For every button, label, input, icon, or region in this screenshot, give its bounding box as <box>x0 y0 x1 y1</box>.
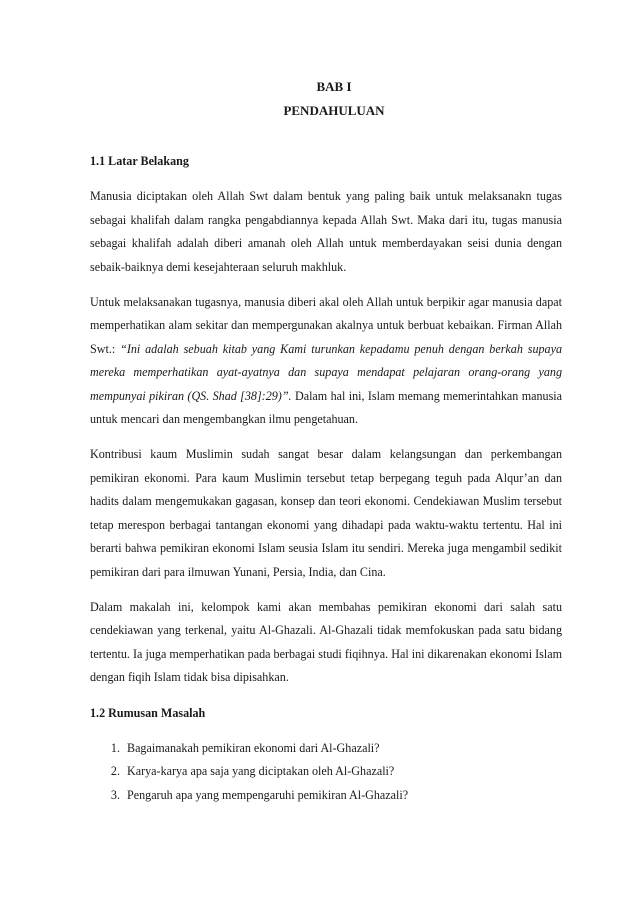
chapter-title: PENDAHULUAN <box>283 103 385 118</box>
list-item: 3. Pengaruh apa yang mempengaruhi pemikiran Al-Ghazali? <box>123 784 562 807</box>
problem-list <box>90 737 562 807</box>
document-body <box>90 150 562 807</box>
paragraph-2 <box>90 291 562 431</box>
paragraph-2-outro: Dalam hal ini, Islam memang memerintahkan manusia untuk mencari dan mengembangkan ilmu pengetahuan. <box>90 388 563 427</box>
paragraph-4: Dalam makalah ini, kelompok kami akan membahas pemikiran ekonomi dari salah satu cendekiawan yang terkenal, yaitu Al-Ghazali. Al-Ghazali tidak memfokuskan pada satu bidang tertentu. Ia juga memperhatikan pada berbagai studi fiqihnya. Hal ini dikarenakan ekonomi Islam dengan fiqih Islam tidak bisa dipisahkan. <box>90 599 562 685</box>
chapter-number: BAB I <box>316 79 352 94</box>
paragraph-1: Manusia diciptakan oleh Allah Swt dalam bentuk yang paling baik untuk melaksanakn tugas sebagai khalifah dalam rangka pengabdiannya kepada Allah Swt. Maka dari itu, tugas manusia sebagai khalifah adalah diberi amanah oleh Allah untuk memberdayakan seisi dunia dengan sebaik-baiknya demi kesejahteraan seluruh makhluk. <box>90 189 562 274</box>
section-heading-latar-belakang: 1.1 Latar Belakang <box>90 154 189 168</box>
paragraph-3: Kontribusi kaum Muslimin sudah sangat besar dalam kelangsungan dan perkembangan pemikiran ekonomi. Para kaum Muslimin tersebut tetap berpegang teguh pada Alqur’an dan hadits dalam mengemukakan gagasan, konsep dan teori ekonomi. Cendekiawan Muslim tersebut tetap merespon berbagai tantangan ekonomi yang dihadapi pada waktu-waktu tertentu. Hal ini berarti bahwa pemikiran ekonomi Islam seusia Islam itu sendiri. Mereka juga mengambil sedikit pemikiran dari para ilmuwan Yunani, Persia, India, dan Cina. <box>90 447 562 579</box>
list-item: 1. Bagaimanakah pemikiran ekonomi dari Al-Ghazali? <box>123 737 562 760</box>
quran-quote: “Ini adalah sebuah kitab yang Kami turunkan kepadamu penuh dengan berkah supaya mereka memperhatikan ayat-ayatnya dan supaya mendapat pelajaran orang-orang yang mempunyai pikiran (QS. Shad [38]:29)”. <box>90 341 563 403</box>
section-heading-rumusan-masalah: 1.2 Rumusan Masalah <box>90 705 206 720</box>
paragraph-2-intro: Untuk melaksanakan tugasnya, manusia diberi akal oleh Allah untuk berpikir agar manusia dapat memperhatikan alam sekitar dan mempergunakan akalnya untuk berbuat kebaikan. Firman Allah Swt.: <box>90 295 562 356</box>
list-item: 2. Karya-karya apa saja yang diciptakan oleh Al-Ghazali? <box>123 760 562 783</box>
